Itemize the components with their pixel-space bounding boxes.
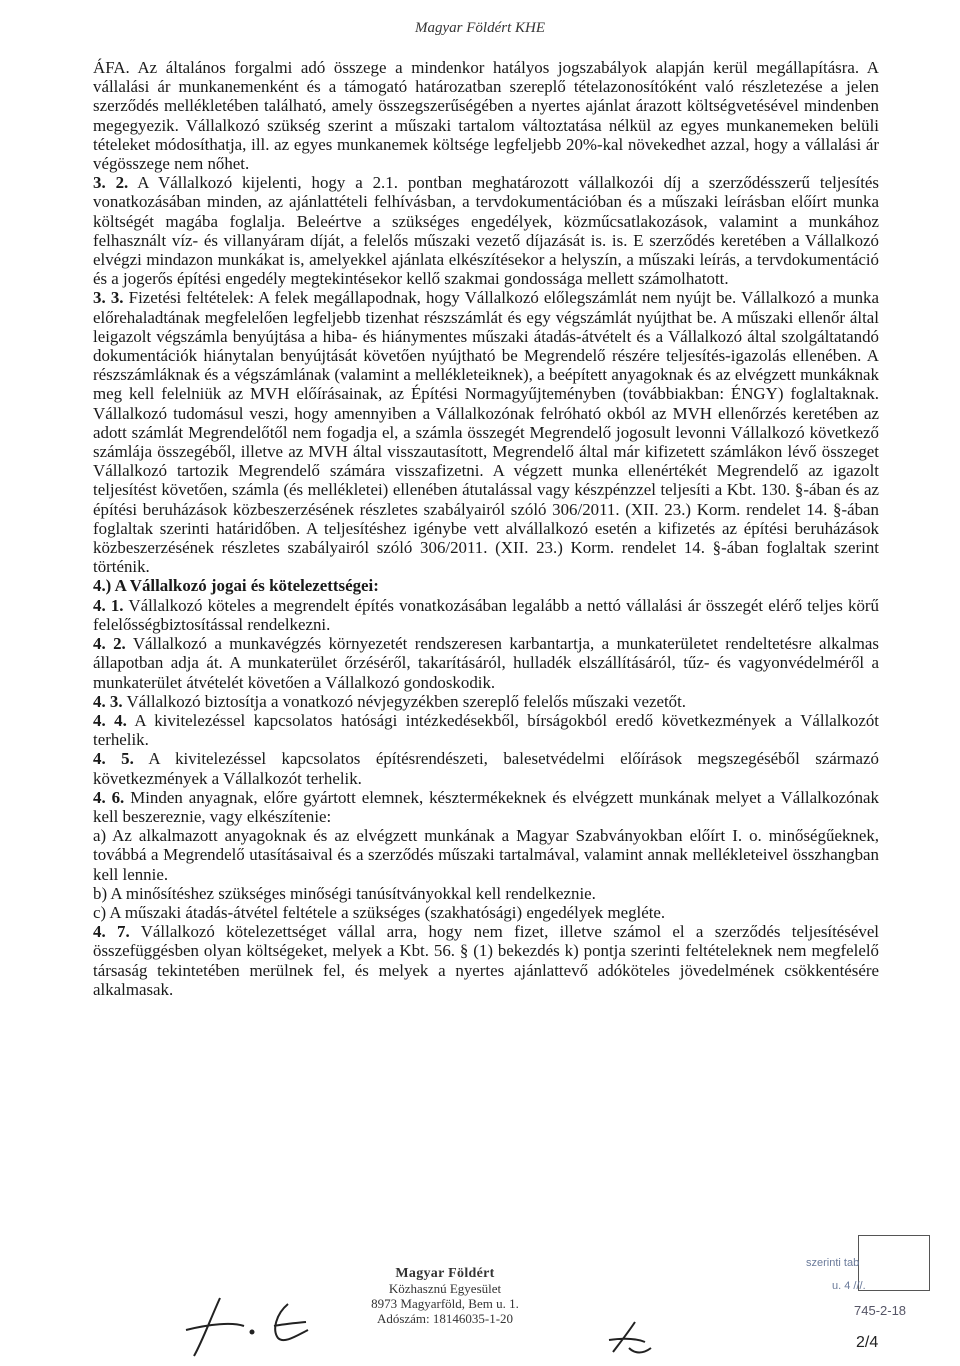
paragraph-text: A kivitelezéssel kapcsolatos építésrendészeti, balesetvédelmi előírások megszegéséből származó következmények a Vállalkozót terhelik. [93, 749, 879, 788]
paragraph-number: 4. 7. [93, 922, 130, 942]
paragraph-number: 4. 3. [93, 691, 123, 711]
paragraph-text: Vállalkozó köteles a megrendelt építés vonatkozásában legalább a nettó vállalási ár összegét elérő teljes körű felelősségbiztosítással rendelkezni. [93, 595, 879, 634]
annotation-line-3: 745-2-18 [854, 1303, 907, 1318]
page-number: 2/4 [856, 1334, 879, 1351]
paragraph-4-7 [93, 922, 879, 999]
paragraph-4-2 [93, 634, 879, 692]
paragraph-text: Fizetési feltételek: A felek megállapodnak, hogy Vállalkozó előlegszámlát nem nyújt be. Vállalkozó a munka előrehaladtának megfelelően legfeljebb tizenhat részszámlát és egy végszámlát nyújthat be. A műszaki ellenőr által leigazolt végszámla benyújtása a hiba- és hiánymentes műszaki átadás-átvételt és a Vállalkozó által szolgáltatandó dokumentációk hiánytalan benyújtását követően nyújtható be Megrendelő részére teljesítés-igazolás ellenében. A részszámláknak és a végszámlának (valamint a mellékleteiknek), a beépített anyagoknak és az elvégzett munkáknak meg kell felelniük az MVH előírásainak, az Építési Normagyűjteményben (továbbiakban: ÉNGY) foglaltaknak. Vállalkozó tudomásul veszi, hogy amennyiben a Vállalkozónak felróható okból az MVH ellenőrzés keretében az adott számlát Megrendelőtől nem fogadja el, a számla összegét Megrendelő jogosult levonni Vállalkozó következő számlája összegéből, illetve az MVH által visszautasított, Megrendelő által már kifizetett számlákon lévő összeget Vállalkozó tartozik Megrendelő számára visszafizetni. A végzett munka ellenértékét Megrendelő az igazolt teljesítést követően, számla (és mellékletei) ellenében átutalással vagy készpénzzel teljesíti a Kbt. 130. §-ában és az építési beruházások közbeszerzésének részletes szabályairól szóló 306/2011. (XII. 23.) Korm. rendelet 14. §-ában foglaltak szerinti határidőben. A teljesítéshez igénybe vett alvállalkozó esetén a kifizetés az építési beruházások közbeszerzésének részletes szabályairól szóló 306/2011. (XII. 23.) Korm. rendelet 14. §-ában foglaltak szerint történik. [93, 288, 879, 577]
paragraph-number: 4. 6. [93, 787, 125, 807]
paragraph-3-2 [93, 173, 879, 288]
list-item-a: a) Az alkalmazott anyagoknak és az elvégzett munkának a Magyar Szabványokban előírt I. o. minőségűeknek, továbbá a Megrendelő utasításaival és a szerződés műszaki tartalmával, valamint annak mellékleteivel összhangban kell lennie. [93, 826, 879, 884]
stamp-line-3: Adószám: 18146035-1-20 [376, 1311, 514, 1326]
paragraph-3-3 [93, 288, 879, 576]
signature-left [180, 1290, 320, 1360]
signature-initials [605, 1318, 655, 1358]
annotation-box [858, 1235, 930, 1291]
paragraph-4-1 [93, 596, 879, 634]
paragraph-4-5 [93, 749, 879, 787]
paragraph-text: Vállalkozó biztosítja a vonatkozó névjegyzékben szereplő felelős műszaki vezetőt. [126, 691, 687, 711]
list-item-c: c) A műszaki átadás-átvétel feltétele a szükséges (szakhatósági) engedélyek megléte. [93, 902, 666, 922]
paragraph-number: 4. 4. [93, 710, 127, 730]
page-header: Magyar Földért KHE [415, 20, 545, 36]
paragraph-text: A kivitelezéssel kapcsolatos hatósági intézkedésekből, bírságokból eredő következmények a Vállalkozót terhelik. [93, 710, 879, 750]
paragraph-4-6 [93, 788, 879, 826]
stamp-line-1: Közhasznú Egyesület [388, 1281, 502, 1296]
paragraph-4-3 [93, 692, 879, 711]
paragraph-4-4 [93, 711, 879, 749]
paragraph-text: A Vállalkozó kijelenti, hogy a 2.1. pontban meghatározott vállalkozói díj a szerződésszerű teljesítés vonatkozásában minden, az ajánlattételi felhívásban, a tervdokumentációban és a műszaki leírásban előírt munka költségét magába foglalja. Beleértve a szükséges engedélyek, közműcsatlakozások, valamint a munkához felhasznált víz- és villanyáram díját, a felelős műszaki vezető díjazását is. is. E szerződés keretében a Vállalkozó elvégzi mindazon munkákat is, amelyekkel ajánlata elkészítésekor a helyszín, a műszaki leírás, a tervdokumentáció és a jogerős építési engedély megtekintésekor kellő szakmai gondossága mellett számolhatott. [93, 173, 879, 289]
stamp-org-name: Magyar Földért [395, 1266, 495, 1281]
paragraph-text: ÁFA. Az általános forgalmi adó összege a mindenkor hatályos jogszabályok alapján kerül megállapításra. A vállalási ár munkanemenként és a támogató határozatban szereplő tételazonosítóként való részletezése a jelen szerződés mellékletében található, amely összegszerűségében a nyertes ajánlat árazott költségvetésével mindenben megegyezik. Vállalkozó szükség szerint a műszaki tartalom változtatása nélkül az egyes munkanemeken belüli tételeket módosíthatja, ill. az egyes munkanemek költsége legfeljebb 20%-kal növekedhet azzal, hogy a vállalási ár végösszege nem nőhet. [93, 58, 879, 174]
paragraph-text: Vállalkozó kötelezettséget vállal arra, hogy nem fizet, illetve számol el a szerződés teljesítésével összefüggésben olyan költségeket, melyek a Kbt. 56. § (1) bekezdés k) pontja szerinti feltételeknek nem megfelelő társaság tekintetében merülnek fel, és melyek a nyertes ajánlattevő adóköteles jövedelmének csökkentésére alkalmasak. [93, 922, 880, 999]
paragraph-afa [93, 58, 879, 173]
paragraph-number: 3. 2. [93, 173, 129, 193]
section-title-4: 4.) A Vállalkozó jogai és kötelezettségei: [93, 576, 379, 596]
paragraph-number: 4. 1. [93, 595, 124, 615]
paragraph-text: Vállalkozó a munkavégzés környezetét rendszeresen karbantartja, a munkaterületet rendeltetésre alkalmas állapotban adja át. A munkaterület őrzéséről, takarításáról, hulladék elszállításáról, tűz- és vagyonvédelméről a munkaterület átvételét követően a Vállalkozó gondoskodik. [93, 634, 880, 692]
annotation-line-2: u. 4 ///. [832, 1280, 866, 1292]
paragraph-number: 3. 3. [93, 288, 124, 308]
list-item-b: b) A minősítéshez szükséges minőségi tanúsítványokkal kell rendelkeznie. [93, 883, 596, 903]
document-body [93, 58, 879, 999]
organization-stamp [325, 1266, 565, 1326]
paragraph-number: 4. 2. [93, 634, 126, 654]
paragraph-number: 4. 5. [93, 749, 134, 769]
annotation-line-1: szerinti tab [806, 1257, 860, 1269]
paragraph-text: Minden anyagnak, előre gyártott elemnek, késztermékeknek és elvégzett munkának melyet a Vállalkozónak kell beszereznie, vagy elkészítenie: [93, 787, 879, 826]
stamp-line-2: 8973 Magyarföld, Bem u. 1. [371, 1296, 519, 1311]
